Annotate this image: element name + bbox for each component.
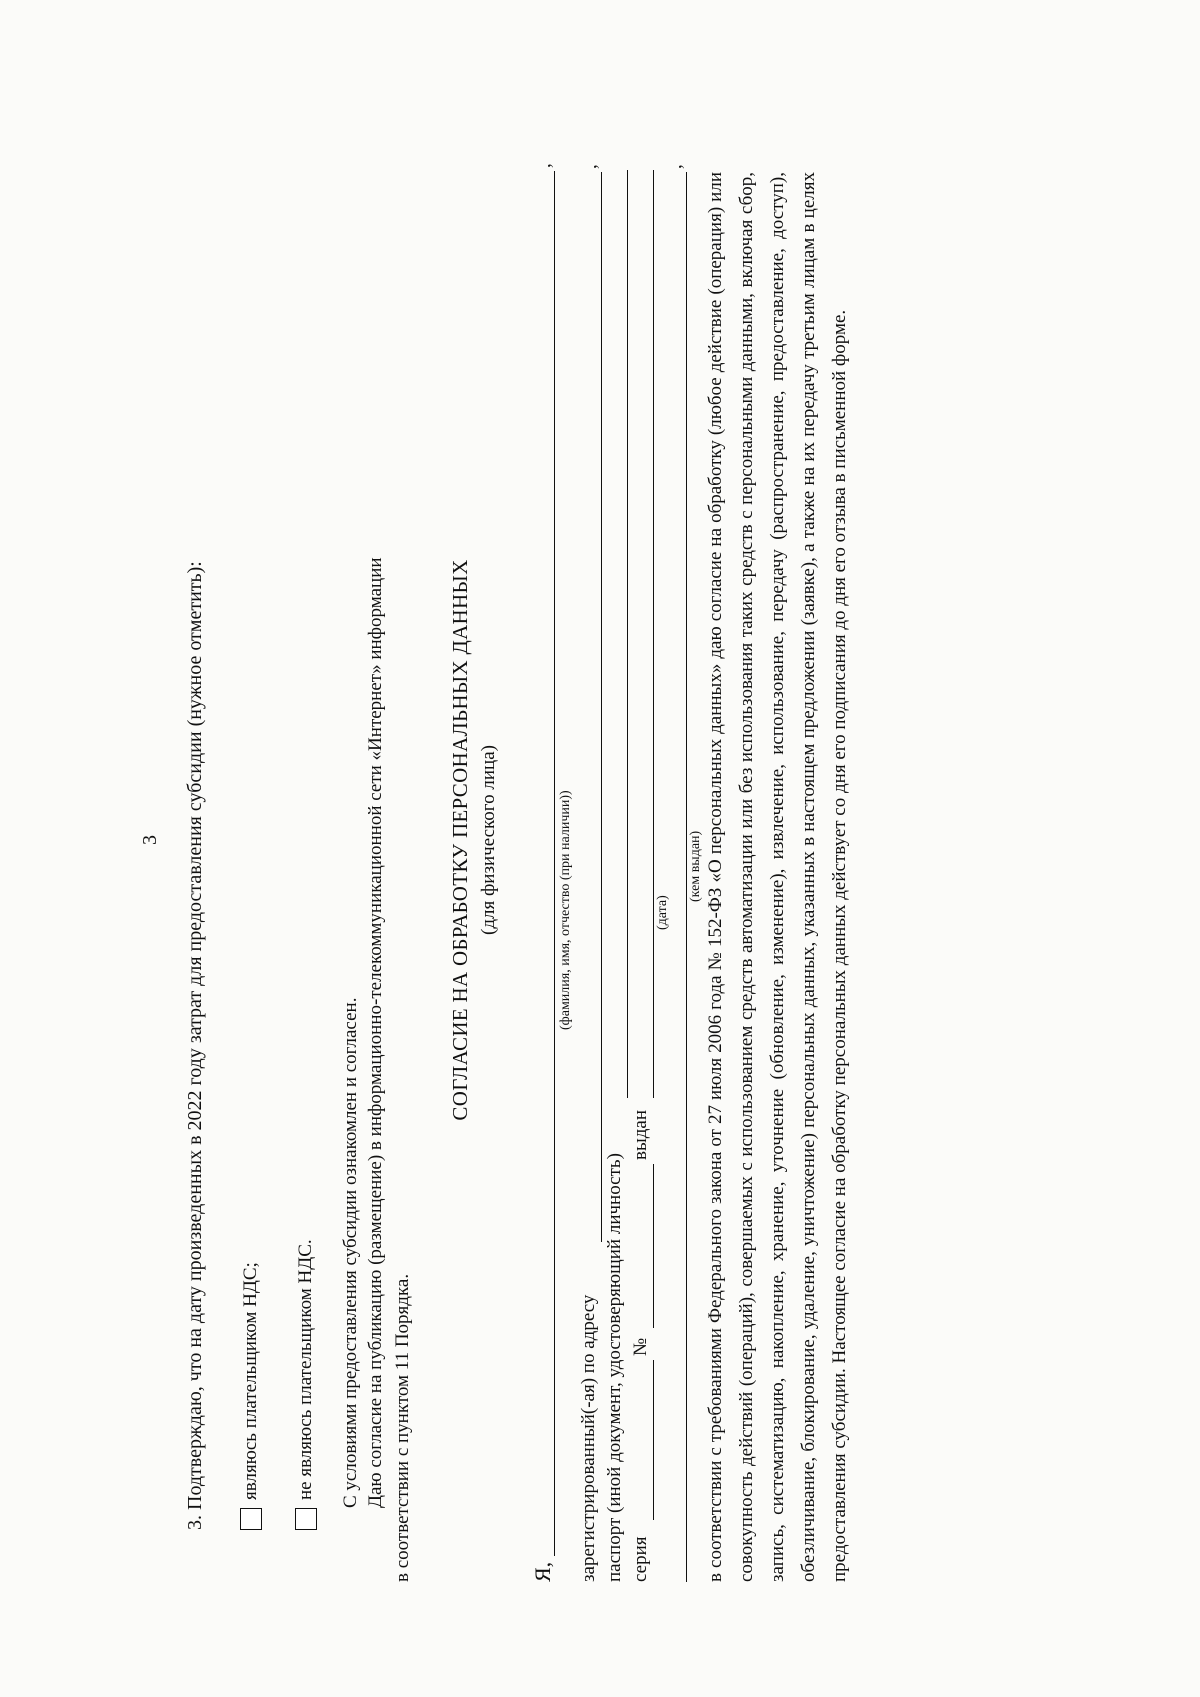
issued-date-field[interactable] <box>653 170 654 1098</box>
passport-label: паспорт (иной документ, удостоверяющий личность) <box>604 1153 625 1582</box>
issued-by-comma: , <box>665 164 686 169</box>
consent-subtitle: (для физического лица) <box>478 745 499 935</box>
i-label: Я, <box>530 1561 555 1582</box>
issued-label: выдан <box>630 1109 651 1160</box>
agreement-line-3: в соответствии с пунктом 11 Порядка. <box>392 1273 413 1582</box>
number-field[interactable] <box>653 1164 654 1328</box>
fio-field[interactable] <box>554 171 555 1556</box>
address-comma: , <box>580 164 601 169</box>
issued-by-field[interactable] <box>686 172 687 1582</box>
option-not-vat-payer[interactable] <box>290 1239 321 1530</box>
option-vat-payer-label: являюсь плательщиком НДС; <box>240 1262 261 1500</box>
option-not-vat-payer-label: не являюсь плательщиком НДС. <box>295 1239 316 1500</box>
number-label: № <box>630 1337 651 1356</box>
checkbox-not-vat-payer[interactable] <box>295 1508 317 1530</box>
consent-body: в соответствии с требованиями Федерального закона от 27 июля 2006 года № 152-ФЗ «О персональных данных» даю согласие на обработку (любое действие (операция) или совокупность действий (операций), совершаемых с использованием средств автоматизации или без использования таких средств с персональными данными, включая сбор, запись, систематизацию, накопление, хранение, уточнение (обновление, изменение), извлечение, использование, передачу (распространение, предоставление, доступ), обезличивание, блокирование, удаление, уничтожение) персональных данных, указанных в настоящем предложении (заявке), а также на их передачу третьим лицам в целях предоставления субсидии. Настоящее согласие на обработку персональных данных действует со дня его подписания до дня его отзыва в письменной форме. <box>705 172 850 1582</box>
issued-by-caption: (кем выдан) <box>688 830 703 902</box>
passport-field[interactable] <box>627 170 628 1098</box>
fio-caption: (фамилия, имя, отчество (при наличии)) <box>558 790 573 1030</box>
checkbox-vat-payer[interactable] <box>240 1508 262 1530</box>
registered-label: зарегистрированный(-ая) по адресу <box>578 1294 599 1582</box>
date-caption: (дата) <box>655 895 670 930</box>
consent-title: СОГЛАСИЕ НА ОБРАБОТКУ ПЕРСОНАЛЬНЫХ ДАННЫХ <box>448 559 472 1121</box>
series-label: серия <box>630 1536 651 1582</box>
address-field[interactable] <box>601 172 602 1242</box>
option-vat-payer[interactable] <box>235 1262 266 1530</box>
fio-comma: , <box>534 163 555 168</box>
series-field[interactable] <box>653 1360 654 1520</box>
confirmation-heading: 3. Подтверждаю, что на дату произведенных в 2022 году затрат для предоставления субсидии (нужное отметить): <box>184 561 206 1530</box>
rotated-page <box>135 90 1175 1590</box>
agreement-line-1: С условиями предоставления субсидии ознакомлен и согласен. <box>340 997 361 1508</box>
page-number: 3 <box>139 835 161 845</box>
agreement-line-2: Даю согласие на публикацию (размещение) в информационно-телекоммуникационной сети «Интернет» информации <box>365 557 386 1508</box>
